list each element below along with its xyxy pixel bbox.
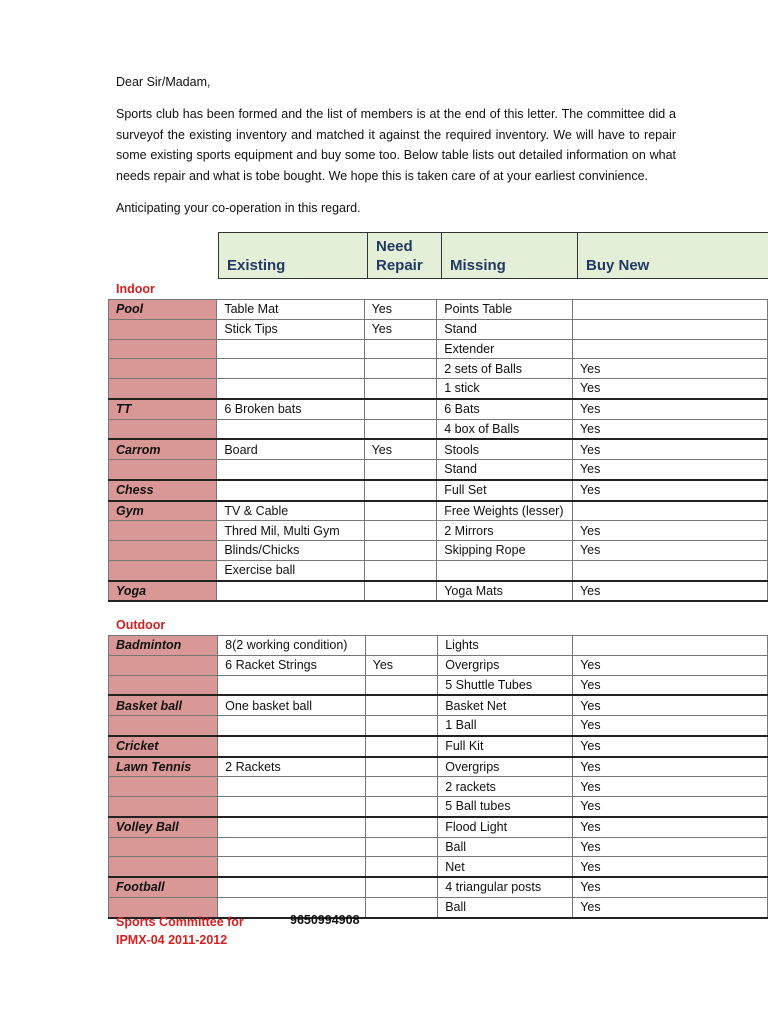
table-row — [109, 857, 768, 877]
greeting: Dear Sir/Madam, — [116, 75, 211, 89]
buy-new-cell: Yes — [572, 521, 767, 541]
category-cell — [109, 419, 217, 439]
category-cell: Yoga — [109, 581, 217, 602]
indoor-label: Indoor — [116, 282, 155, 296]
repair-cell — [365, 695, 438, 715]
repair-cell — [365, 877, 438, 897]
category-cell: Basket ball — [109, 695, 218, 715]
existing-cell — [218, 777, 365, 797]
repair-cell — [364, 501, 437, 521]
missing-cell: Overgrips — [438, 757, 573, 777]
buy-new-cell — [572, 300, 767, 320]
existing-cell — [217, 480, 364, 501]
header-existing — [219, 233, 367, 278]
category-cell — [109, 675, 218, 695]
existing-cell — [217, 581, 364, 602]
header-buy-new — [577, 233, 768, 278]
missing-cell: Basket Net — [438, 695, 573, 715]
repair-cell — [365, 757, 438, 777]
missing-cell: Skipping Rope — [437, 541, 573, 561]
repair-cell — [365, 716, 438, 736]
category-cell — [109, 857, 218, 877]
repair-cell — [364, 339, 437, 359]
buy-new-cell: Yes — [573, 757, 768, 777]
missing-cell: 5 Shuttle Tubes — [438, 675, 573, 695]
existing-cell: 8(2 working condition) — [218, 636, 365, 656]
repair-cell — [365, 675, 438, 695]
category-cell: Pool — [109, 300, 217, 320]
existing-cell — [217, 460, 364, 480]
buy-new-cell: Yes — [573, 675, 768, 695]
category-cell — [109, 655, 218, 675]
repair-cell — [365, 857, 438, 877]
buy-new-cell: Yes — [573, 877, 768, 897]
category-cell — [109, 837, 218, 857]
buy-new-cell: Yes — [572, 460, 767, 480]
table-row — [109, 379, 768, 399]
table-row — [109, 817, 768, 837]
existing-cell — [217, 359, 364, 379]
existing-cell — [218, 837, 365, 857]
repair-cell: Yes — [364, 300, 437, 320]
repair-cell — [364, 541, 437, 561]
category-cell — [109, 541, 217, 561]
buy-new-cell: Yes — [573, 837, 768, 857]
table-row — [109, 541, 768, 561]
buy-new-cell: Yes — [572, 581, 767, 602]
repair-cell — [365, 736, 438, 757]
missing-cell: 5 Ball tubes — [438, 797, 573, 817]
table-row — [109, 560, 768, 580]
missing-cell: Lights — [438, 636, 573, 656]
buy-new-cell: Yes — [573, 777, 768, 797]
table-row — [109, 837, 768, 857]
signature-block — [116, 913, 244, 949]
header-existing-label: Existing — [227, 257, 286, 274]
existing-cell: Thred Mil, Multi Gym — [217, 521, 364, 541]
table-row — [109, 439, 768, 459]
buy-new-cell: Yes — [572, 419, 767, 439]
table-row — [109, 399, 768, 419]
table-row — [109, 877, 768, 897]
missing-cell: 6 Bats — [437, 399, 573, 419]
repair-cell: Yes — [365, 655, 438, 675]
table-row — [109, 460, 768, 480]
table-row — [109, 480, 768, 501]
header-missing — [441, 233, 577, 278]
buy-new-cell: Yes — [573, 897, 768, 917]
existing-cell: Board — [217, 439, 364, 459]
existing-cell — [217, 379, 364, 399]
existing-cell: 6 Racket Strings — [218, 655, 365, 675]
category-cell — [109, 777, 218, 797]
category-cell — [109, 560, 217, 580]
existing-cell — [218, 877, 365, 897]
existing-cell — [218, 817, 365, 837]
existing-cell — [217, 419, 364, 439]
buy-new-cell — [572, 501, 767, 521]
repair-cell — [364, 359, 437, 379]
table-row — [109, 636, 768, 656]
missing-cell: Stand — [437, 319, 573, 339]
table-row — [109, 300, 768, 320]
header-missing-label: Missing — [450, 257, 506, 274]
repair-cell — [364, 581, 437, 602]
buy-new-cell: Yes — [572, 480, 767, 501]
repair-cell — [364, 419, 437, 439]
buy-new-cell: Yes — [572, 399, 767, 419]
header-buy-new-label: Buy New — [586, 257, 650, 274]
repair-cell — [364, 399, 437, 419]
existing-cell — [218, 736, 365, 757]
repair-cell — [365, 797, 438, 817]
repair-cell — [364, 480, 437, 501]
existing-cell: TV & Cable — [217, 501, 364, 521]
buy-new-cell: Yes — [573, 797, 768, 817]
table-row — [109, 359, 768, 379]
closing-line: Anticipating your co-operation in this regard. — [116, 201, 361, 215]
indoor-table — [108, 299, 768, 602]
outdoor-table — [108, 635, 768, 919]
table-row — [109, 695, 768, 715]
outdoor-label: Outdoor — [116, 618, 166, 632]
category-cell — [109, 379, 217, 399]
category-cell — [109, 797, 218, 817]
existing-cell: 6 Broken bats — [217, 399, 364, 419]
missing-cell: Flood Light — [438, 817, 573, 837]
missing-cell: Full Kit — [438, 736, 573, 757]
missing-cell: Ball — [438, 897, 573, 917]
table-row — [109, 319, 768, 339]
buy-new-cell: Yes — [573, 655, 768, 675]
existing-cell: One basket ball — [218, 695, 365, 715]
table-row — [109, 736, 768, 757]
missing-cell: Overgrips — [438, 655, 573, 675]
missing-cell: Points Table — [437, 300, 573, 320]
category-cell — [109, 339, 217, 359]
missing-cell: 2 Mirrors — [437, 521, 573, 541]
table-row — [109, 716, 768, 736]
table-row — [109, 581, 768, 602]
missing-cell: 1 stick — [437, 379, 573, 399]
repair-cell — [364, 560, 437, 580]
buy-new-cell: Yes — [572, 439, 767, 459]
batch-line: IPMX-04 2011-2012 — [116, 933, 228, 947]
buy-new-cell — [573, 636, 768, 656]
missing-cell: Free Weights (lesser) — [437, 501, 573, 521]
buy-new-cell: Yes — [572, 541, 767, 561]
table-header — [218, 232, 768, 279]
existing-cell: Table Mat — [217, 300, 364, 320]
missing-cell: Stools — [437, 439, 573, 459]
table-row — [109, 655, 768, 675]
missing-cell: Ball — [438, 837, 573, 857]
category-cell — [109, 521, 217, 541]
buy-new-cell: Yes — [573, 716, 768, 736]
repair-cell — [364, 460, 437, 480]
header-need-repair-label: Need Repair — [376, 238, 423, 274]
header-need-repair — [367, 233, 441, 278]
existing-cell: Stick Tips — [217, 319, 364, 339]
repair-cell: Yes — [364, 439, 437, 459]
category-cell: Badminton — [109, 636, 218, 656]
letter-paragraph: Sports club has been formed and the list of members is at the end of this letter. The committee did a surveyof the existing inventory and matched it against the required inventory. We will have to repair some existing sports equipment and buy some too. Below table lists out detailed information on what needs repair and what is tobe bought. We hope this is taken care of at your earliest convinience. — [116, 107, 676, 183]
category-cell: Gym — [109, 501, 217, 521]
existing-cell — [218, 675, 365, 695]
missing-cell: Yoga Mats — [437, 581, 573, 602]
repair-cell — [364, 521, 437, 541]
missing-cell: Stand — [437, 460, 573, 480]
existing-cell: 2 Rackets — [218, 757, 365, 777]
repair-cell — [365, 636, 438, 656]
phone-number: 9650994908 — [290, 913, 360, 927]
buy-new-cell: Yes — [573, 695, 768, 715]
buy-new-cell: Yes — [572, 379, 767, 399]
category-cell — [109, 460, 217, 480]
buy-new-cell — [572, 319, 767, 339]
category-cell — [109, 319, 217, 339]
buy-new-cell: Yes — [573, 817, 768, 837]
missing-cell: 2 sets of Balls — [437, 359, 573, 379]
buy-new-cell: Yes — [573, 857, 768, 877]
category-cell: Carrom — [109, 439, 217, 459]
table-row — [109, 419, 768, 439]
missing-cell: 2 rackets — [438, 777, 573, 797]
category-cell: Chess — [109, 480, 217, 501]
missing-cell: 4 triangular posts — [438, 877, 573, 897]
missing-cell: 4 box of Balls — [437, 419, 573, 439]
existing-cell: Blinds/Chicks — [217, 541, 364, 561]
repair-cell — [364, 379, 437, 399]
existing-cell — [218, 857, 365, 877]
existing-cell: Exercise ball — [217, 560, 364, 580]
repair-cell — [365, 777, 438, 797]
missing-cell — [437, 560, 573, 580]
existing-cell — [218, 716, 365, 736]
existing-cell — [217, 339, 364, 359]
buy-new-cell — [572, 560, 767, 580]
committee-line: Sports Committee for — [116, 915, 244, 929]
existing-cell — [218, 797, 365, 817]
category-cell — [109, 359, 217, 379]
category-cell: Volley Ball — [109, 817, 218, 837]
table-row — [109, 501, 768, 521]
buy-new-cell — [572, 339, 767, 359]
missing-cell: Extender — [437, 339, 573, 359]
repair-cell — [365, 897, 438, 917]
missing-cell: Net — [438, 857, 573, 877]
table-row — [109, 757, 768, 777]
category-cell: Lawn Tennis — [109, 757, 218, 777]
missing-cell: 1 Ball — [438, 716, 573, 736]
category-cell: Cricket — [109, 736, 218, 757]
table-row — [109, 675, 768, 695]
category-cell: TT — [109, 399, 217, 419]
repair-cell: Yes — [364, 319, 437, 339]
buy-new-cell: Yes — [572, 359, 767, 379]
table-row — [109, 777, 768, 797]
category-cell: Football — [109, 877, 218, 897]
repair-cell — [365, 817, 438, 837]
category-cell — [109, 716, 218, 736]
table-row — [109, 339, 768, 359]
table-row — [109, 797, 768, 817]
buy-new-cell: Yes — [573, 736, 768, 757]
repair-cell — [365, 837, 438, 857]
table-row — [109, 521, 768, 541]
missing-cell: Full Set — [437, 480, 573, 501]
